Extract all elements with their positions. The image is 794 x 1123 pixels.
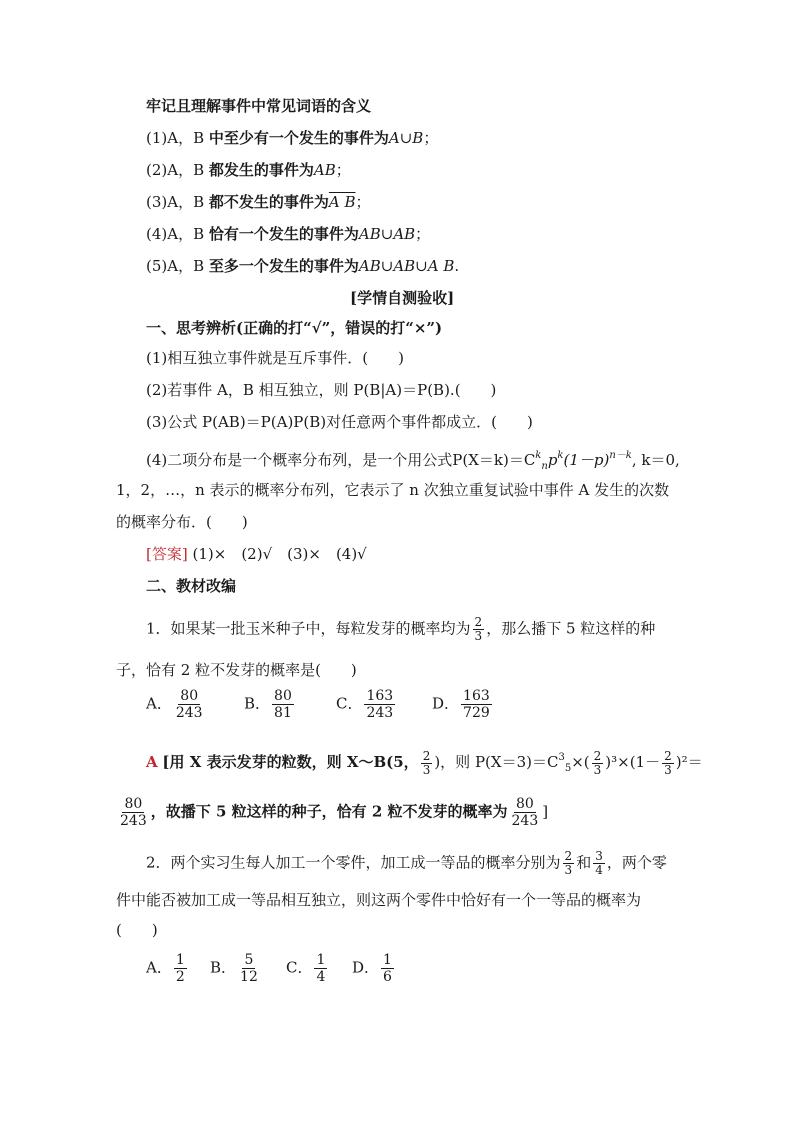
q2-option-d[interactable]: D． $\frac{1}{6}$ <box>352 952 392 985</box>
section-heading: 牢记且理解事件中常见词语的含义 <box>146 97 372 115</box>
term-prefix: (1)A，B <box>146 129 209 147</box>
part1-item-4-line2: 1，2，…，n 表示的概率分布列，它表示了 n 次独立重复试验中事件 A 发生的次数 <box>116 481 670 499</box>
answer-text: (1)× (2)√ (3)× (4)√ <box>192 545 367 563</box>
q2-option-a[interactable]: A． $\frac{1}{2}$ <box>146 952 185 985</box>
term-prefix: (5)A，B <box>146 257 209 275</box>
q1-text-a: 1．如果某一批玉米种子中，每粒发芽的概率均为 <box>146 619 471 638</box>
item4-q: (1－p) <box>563 451 610 469</box>
section-title: [学情自测验收] <box>350 289 455 307</box>
item4-end: , k＝0, <box>631 451 680 469</box>
q1-line1 <box>146 616 655 643</box>
q1-option-c[interactable]: C． $\frac{163}{243}$ <box>336 688 394 721</box>
item4-sup: k <box>535 450 542 461</box>
part2-title: 二、教材改编 <box>146 577 237 595</box>
term-mid: 都发生的事件为 <box>208 161 314 179</box>
term-expr: A∪B <box>388 129 424 147</box>
q2-line3: ( ) <box>116 921 158 939</box>
term-end: ； <box>423 129 439 147</box>
term-prefix: (2)A，B <box>146 161 209 179</box>
part1-item-2: (2)若事件 A，B 相互独立，则 P(B|A)＝P(B).( ) <box>146 381 497 399</box>
q1-frac: $\frac{2}{3}$ <box>474 615 483 643</box>
term-end: ； <box>335 161 351 179</box>
q1-solution-letter: A <box>146 753 158 771</box>
term-end: . <box>454 257 460 275</box>
q2-option-c[interactable]: C． $\frac{1}{4}$ <box>286 952 326 985</box>
term-1 <box>146 128 438 148</box>
term-expr: AB∪AB∪A B <box>358 257 455 275</box>
term-3 <box>146 192 371 212</box>
part1-item-4-line3: 的概率分布．( ) <box>116 513 248 531</box>
q2-option-b[interactable]: B． $\frac{5}{12}$ <box>210 952 258 985</box>
term-mid: 都不发生的事件为 <box>208 193 329 211</box>
term-2 <box>146 160 351 180</box>
term-expr: AB∪AB <box>358 225 416 243</box>
term-end: ； <box>355 193 371 211</box>
term-mid: 恰有一个发生的事件为 <box>208 225 359 243</box>
q1-option-b[interactable]: B． $\frac{80}{81}$ <box>244 688 292 721</box>
q1-solution-line2: $\frac{80}{243}$ ，故播下 5 粒这样的种子，恰有 2 粒不发芽的概率为 $\frac{80}{243}$ ] <box>120 796 549 829</box>
part1-title: 一、思考辨析(正确的打“√”，错误的打“×”) <box>146 319 443 337</box>
part1-item-1: (1)相互独立事件就是互斥事件．( ) <box>146 349 404 367</box>
q2-line1: 2．两个实习生每人加工一个零件，加工成一等品的概率分别为 $\frac{2}{3}$ 和 $\frac{3}{4}$ ，两个零 <box>146 849 667 877</box>
term-mid: 至多一个发生的事件为 <box>208 257 359 275</box>
item4-q-exp: n－k <box>609 450 632 461</box>
answer-label: [答案] <box>146 545 188 563</box>
part1-item-3: (3)公式 P(AB)＝P(A)P(B)对任意两个事件都成立．( ) <box>146 413 533 431</box>
part1-item-4-line1 <box>146 446 680 477</box>
term-expr: A B <box>328 193 356 211</box>
term-4 <box>146 224 430 244</box>
term-end: ； <box>415 225 431 243</box>
q1-solution-line1: A [用 X 表示发芽的粒数，则 X～B(5， $\frac{2}{3}$ )，则 $P(X=3)=C^3_5\times$( $\frac{2}{3}$ )³×(1－ $\frac{2}{3}$ )²＝ <box>146 748 703 777</box>
term-mid: 中至少有一个发生的事件为 <box>208 129 389 147</box>
item4-p: p <box>547 451 558 469</box>
term-5 <box>146 256 459 276</box>
item4-text: (4)二项分布是一个概率分布列，是一个用公式P(X＝k)＝C <box>146 451 536 469</box>
q1-option-a[interactable]: A． $\frac{80}{243}$ <box>146 688 203 721</box>
term-prefix: (3)A，B <box>146 193 209 211</box>
item4-p-exp: k <box>557 450 564 461</box>
q1-line2: 子，恰有 2 粒不发芽的概率是( ) <box>116 661 357 679</box>
q1-text-b: ，那么播下 5 粒这样的种 <box>486 619 656 638</box>
q2-line2: 件中能否被加工成一等品相互独立，则这两个零件中恰好有一个一等品的概率为 <box>116 891 642 909</box>
term-prefix: (4)A，B <box>146 225 209 243</box>
answer-line <box>146 544 367 564</box>
q1-option-d[interactable]: D． $\frac{163}{729}$ <box>432 688 490 721</box>
item4-sub: n <box>541 461 548 472</box>
term-expr: AB <box>313 161 336 179</box>
